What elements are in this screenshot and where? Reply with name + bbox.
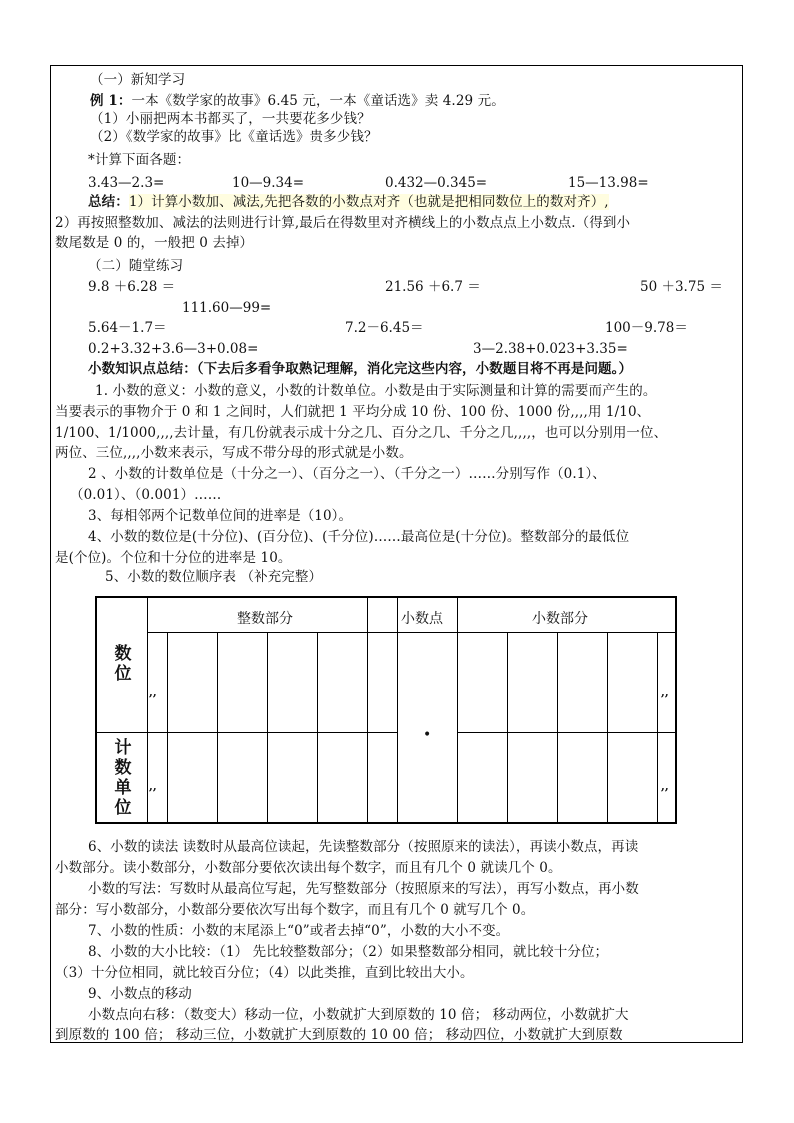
header-divider — [147, 632, 677, 633]
point2-line1: 2 、小数的计数单位是（十分之一）、（百分之一）、（千分之一）……分别写作（0.1）、 — [88, 466, 606, 482]
calc-item-1: 3.43—2.3= — [88, 175, 165, 191]
example1-q1: （1）小丽把两本书都买了，一共要花多少钱？ — [90, 111, 371, 127]
calc-item-4: 15—13.98= — [568, 175, 649, 191]
row1-right-mark: ,, — [661, 686, 669, 699]
practice-4: 111.60—99= — [182, 300, 272, 316]
dec-col-b — [557, 632, 558, 824]
point6-line1: 6、小数的读法 读数时从最高位读起，先读整数部分（按照原来的读法），再读小数点，再读 — [88, 839, 639, 855]
decimal-dot: • — [423, 727, 432, 743]
point9: 9、小数点的移动 — [88, 986, 192, 1002]
row1-left-mark: ,, — [149, 686, 157, 699]
point-col-right — [457, 598, 458, 824]
move-line1: 小数点向右移：（数变大）移动一位，小数就扩大到原数的 10 倍； 移动两位，小数就扩大 — [88, 1007, 629, 1023]
row2-left-mark: ,, — [149, 780, 157, 793]
example1 — [90, 92, 770, 110]
row2-label: 计数单位 — [114, 738, 132, 818]
summary-text1: 1）计算小数加、减法,先把各数的小数点对齐（也就是把相同数位上的数对齐）, — [128, 194, 609, 210]
point4-line1: 4、小数的数位是(十分位)、(百分位)、(千分位)……最高位是(十分位)。整数部分的最低位 — [88, 529, 630, 545]
label-col-line — [147, 598, 148, 824]
summary-line2: 2）再按照整数加、减法的法则进行计算,最后在得数里对齐横线上的小数点点上小数点.（得到小 — [55, 215, 631, 231]
int-col-b — [217, 632, 218, 824]
practice-7: 100－9.78＝ — [605, 320, 688, 336]
row1-label: 数位 — [114, 644, 132, 684]
summary-line1 — [88, 193, 768, 211]
calc-intro: *计算下面各题： — [88, 152, 191, 168]
practice-1: 9.8 ＋6.28 ＝ — [88, 279, 176, 295]
practice-5: 5.64－1.7＝ — [88, 320, 167, 336]
point-col-left — [397, 598, 398, 824]
row-divider-left — [97, 732, 397, 733]
practice-9: 3—2.38+0.023+3.35= — [473, 341, 628, 357]
example1-text: 一本《数学家的故事》6.45 元，一本《童话选》卖 4.29 元。 — [131, 93, 505, 109]
summary-label: 总结： — [88, 194, 129, 210]
point1-line2: 当要表示的事物介于 0 和 1 之间时，人们就把 1 平均分成 10 份、100 份、1000 份,,,,用 1/10、 — [55, 404, 651, 420]
integer-header: 整数部分 — [237, 611, 293, 627]
point8-line2: （3）十分位相同，就比较百分位；（4）以此类推，直到比较出大小。 — [55, 965, 474, 981]
calc-item-2: 10—9.34= — [232, 175, 305, 191]
int-col-a — [167, 632, 168, 824]
point1-line1: 1. 小数的意义：小数的意义，小数的计数单位。小数是由于实际测量和计算的需要而产生的。 — [95, 383, 657, 399]
practice-8: 0.2+3.32+3.6—3+0.08= — [88, 341, 259, 357]
writing-line2: 部分：写小数部分，小数部分要依次写出每个数字，而且有几个 0 就写几个 0。 — [55, 902, 535, 918]
section1-title: （一）新知学习 — [90, 72, 186, 88]
row2-right-mark: ,, — [661, 780, 669, 793]
example1-q2: （2）《数学家的故事》比《童话选》贵多少钱？ — [90, 129, 378, 145]
section2-title: （二）随堂练习 — [88, 258, 184, 274]
int-col-e — [367, 598, 368, 824]
knowledge-title: 小数知识点总结：（下去后多看争取熟记理解，消化完这些内容，小数题目将不再是问题。） — [88, 361, 633, 377]
writing-line1: 小数的写法：写数时从最高位写起，先写整数部分（按照原来的写法），再写小数点，再小数 — [88, 881, 639, 897]
point-header: 小数点 — [401, 611, 443, 627]
point8-line1: 8、小数的大小比较：（1） 先比较整数部分；（2）如果整数部分相同，就比较十分位； — [88, 944, 609, 960]
point7: 7、小数的性质：小数的末尾添上“0”或者去掉“0”，小数的大小不变。 — [88, 923, 510, 939]
int-col-c — [267, 632, 268, 824]
summary-line3: 数尾数是 0 的，一般把 0 去掉） — [55, 235, 254, 251]
dec-col-a — [507, 632, 508, 824]
int-col-d — [317, 632, 318, 824]
example1-label: 例 1： — [90, 93, 132, 109]
practice-3: 50 ＋3.75 ＝ — [640, 279, 723, 295]
row-divider-right — [457, 732, 677, 733]
decimal-header: 小数部分 — [532, 611, 588, 627]
point2-line2: （0.01）、（0.001）…… — [70, 487, 222, 503]
practice-6: 7.2－6.45＝ — [345, 320, 424, 336]
place-value-table — [95, 596, 677, 824]
point6-line2: 小数部分。读小数部分，小数部分要依次读出每个数字，而且有几个 0 就读几个 0。 — [55, 860, 562, 876]
dec-col-d — [657, 632, 658, 824]
point4-line2: 是(个位)。个位和十分位的进率是 10。 — [55, 550, 292, 566]
point5: 5、小数的数位顺序表 （补充完整） — [105, 569, 323, 585]
point1-line3: 1/100、1/1000,,,,去计量，有几份就表示成十分之几、百分之几、千分之几,,,,，也可以分别用一位、 — [55, 425, 668, 441]
dec-col-c — [607, 632, 608, 824]
calc-item-3: 0.432—0.345= — [385, 175, 488, 191]
move-line2: 到原数的 100 倍； 移动三位，小数就扩大到原数的 10 00 倍； 移动四位，小数就扩大到原数 — [55, 1027, 623, 1043]
point3: 3、每相邻两个记数单位间的进率是（10）。 — [88, 508, 353, 524]
practice-2: 21.56 ＋6.7 ＝ — [385, 279, 481, 295]
point1-line4: 两位、三位,,,,小数来表示，写成不带分母的形式就是小数。 — [55, 445, 413, 461]
